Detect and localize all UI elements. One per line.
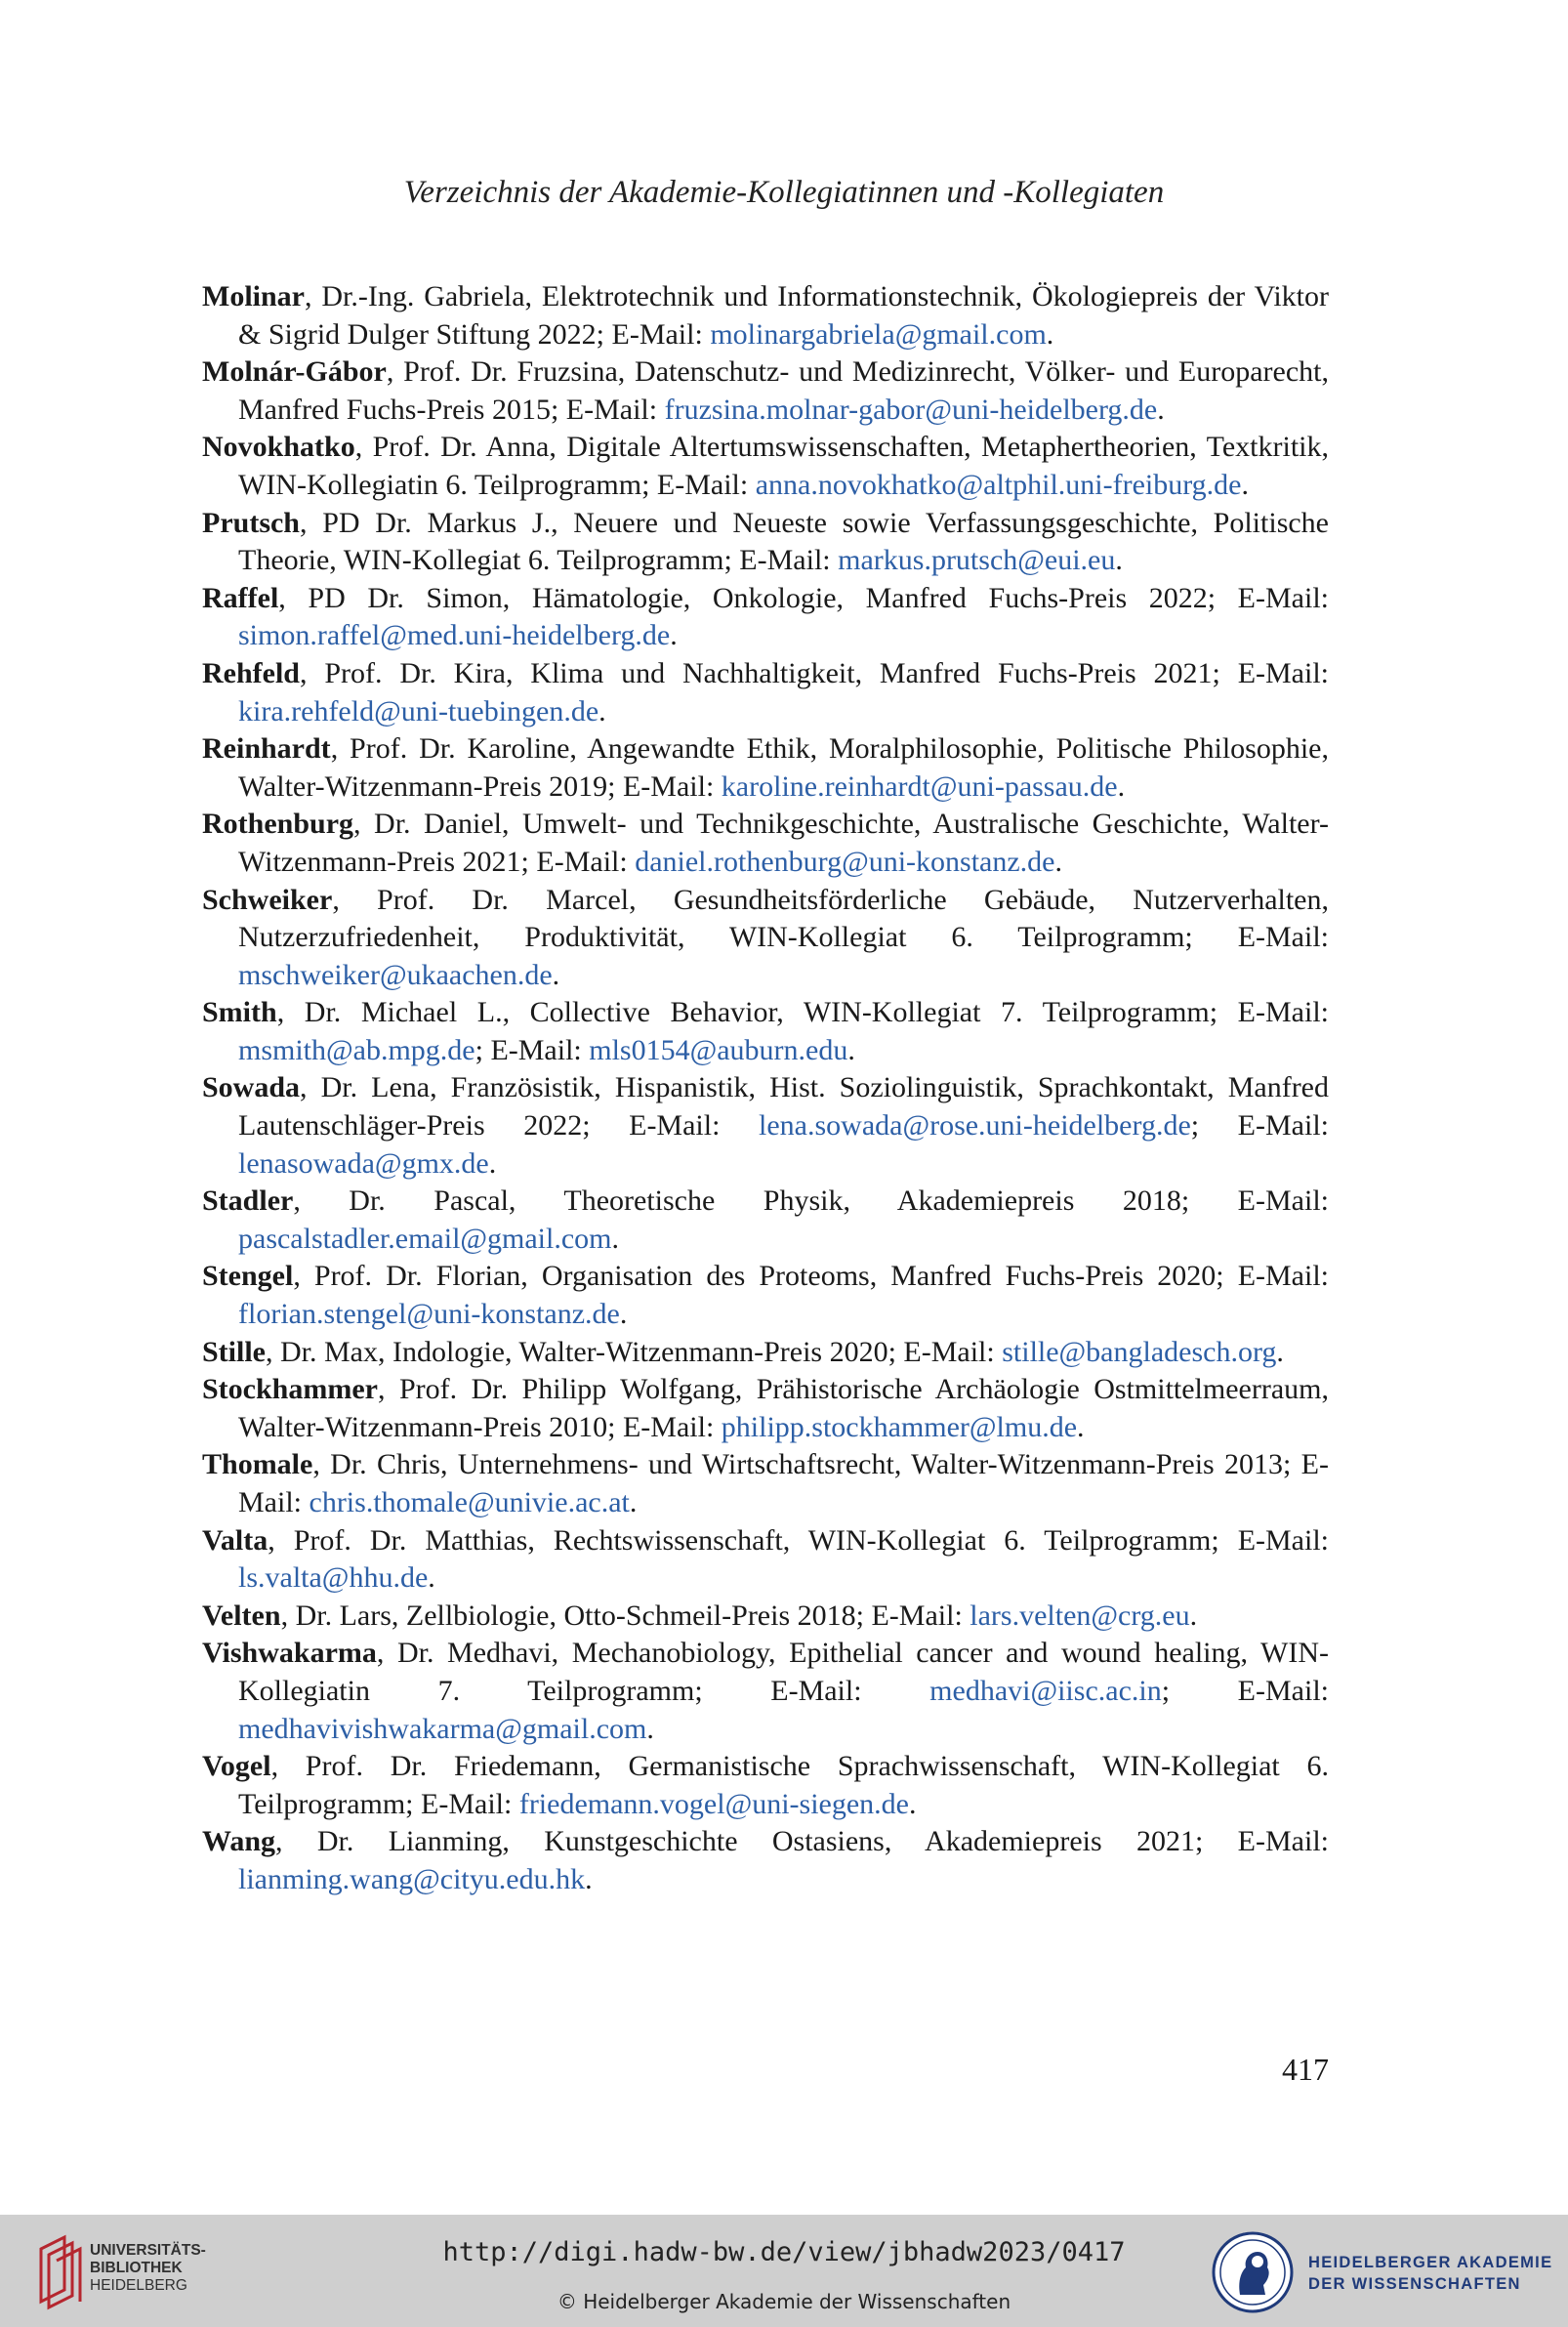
entry-email-link[interactable]: markus.prutsch@eui.eu — [838, 544, 1116, 577]
entry — [202, 1635, 1329, 1748]
entry-surname: Thomale — [202, 1448, 313, 1481]
entry-email-link[interactable]: molinargabriela@gmail.com — [710, 317, 1047, 351]
entry-end: . — [1054, 845, 1063, 878]
entry-end: . — [428, 1561, 435, 1595]
entry-end: . — [646, 1712, 654, 1745]
entry — [202, 1069, 1329, 1183]
entry-details: , Dr. Lars, Zellbiologie, Otto-Schmeil-Preis 2018; E-Mail: — [280, 1599, 970, 1632]
entry — [202, 1258, 1329, 1333]
entry-surname: Stockhammer — [202, 1373, 378, 1406]
entry-details: , Prof. Dr. Karoline, Angewandte Ethik, Moralphilosophie, Politische Philosophie, Walter-Witzenmann-Preis 2019; E-Mail: — [238, 732, 1329, 803]
entry-surname: Stadler — [202, 1184, 294, 1218]
permalink-url[interactable]: http://digi.hadw-bw.de/view/jbhadw2023/0417 — [442, 2237, 1126, 2267]
entry-surname: Molinar — [202, 280, 305, 312]
entry-end: . — [585, 1862, 593, 1895]
entry-email-link[interactable]: daniel.rothenburg@uni-konstanz.de — [635, 845, 1055, 878]
entry-surname: Valta — [202, 1523, 268, 1557]
entry-end: . — [611, 1222, 619, 1255]
entry-details: , Prof. Dr. Anna, Digitale Altertumswissenschaften, Metaphertheorien, Textkritik, WIN-Kollegiatin 6. Teilprogramm; E-Mail: — [238, 431, 1329, 501]
entry-email-link[interactable]: stille@bangladesch.org — [1002, 1335, 1277, 1368]
entry-details: , Prof. Dr. Fruzsina, Datenschutz- und Medizinrecht, Völker- und Europarecht, Manfred Fuchs-Preis 2015; E-Mail: — [238, 355, 1329, 426]
entry — [202, 730, 1329, 806]
entry-email-link[interactable]: ls.valta@hhu.de — [238, 1561, 429, 1595]
entry-email-link[interactable]: kira.rehfeld@uni-tuebingen.de — [238, 694, 599, 727]
entry-details: ; E-Mail: — [1161, 1674, 1329, 1707]
page-number: 417 — [1282, 2052, 1329, 2087]
entry — [202, 580, 1329, 655]
entry-email-link[interactable]: mschweiker@ukaachen.de — [238, 958, 553, 991]
entry — [202, 1446, 1329, 1521]
entry-details: , Prof. Dr. Matthias, Rechtswissenschaft, WIN-Kollegiat 6. Teilprogramm; E-Mail: — [268, 1523, 1329, 1557]
running-head: Verzeichnis der Akademie-Kollegiatinnen und -Kollegiaten — [403, 175, 1165, 210]
entry-details: , Prof. Dr. Marcel, Gesundheitsförderliche Gebäude, Nutzerverhalten, Nutzerzufriedenheit, Produktivität, WIN-Kollegiat 6. Teilprogramm; E-Mail: — [238, 883, 1329, 954]
entry — [202, 806, 1329, 881]
entry-details: , Dr. Max, Indologie, Walter-Witzenmann-Preis 2020; E-Mail: — [266, 1335, 1003, 1368]
entry-surname: Rothenburg — [202, 808, 354, 841]
entry-list — [202, 278, 1329, 1899]
entry-end: . — [1077, 1410, 1085, 1443]
entry-details: , Dr.-Ing. Gabriela, Elektrotechnik und Informationstechnik, Ökologiepreis der Viktor & Sigrid Dulger Stiftung 2022; E-Mail: — [238, 280, 1329, 351]
entry-details: , Prof. Dr. Florian, Organisation des Proteoms, Manfred Fuchs-Preis 2020; E-Mail: — [293, 1260, 1329, 1293]
entry-surname: Raffel — [202, 581, 279, 614]
entry-end: . — [1241, 468, 1250, 501]
entry — [202, 1748, 1329, 1823]
entry-details: ; E-Mail: — [1190, 1109, 1329, 1143]
entry-email-link[interactable]: lars.velten@crg.eu — [970, 1599, 1190, 1632]
entry-end: . — [847, 1033, 855, 1066]
entry-end: . — [1117, 769, 1126, 803]
entry-details: , Prof. Dr. Kira, Klima und Nachhaltigkeit, Manfred Fuchs-Preis 2021; E-Mail: — [300, 656, 1329, 689]
entry-email-link[interactable]: fruzsina.molnar-gabor@uni-heidelberg.de — [664, 393, 1158, 426]
entry-email-link[interactable]: florian.stengel@uni-konstanz.de — [238, 1298, 620, 1331]
entry-surname: Smith — [202, 996, 277, 1029]
entry-surname: Velten — [202, 1599, 281, 1632]
entry-surname: Stengel — [202, 1260, 294, 1293]
entry-surname: Prutsch — [202, 506, 300, 539]
entry — [202, 505, 1329, 580]
entry — [202, 1371, 1329, 1446]
entry-end: . — [598, 694, 606, 727]
entry-surname: Molnár-Gábor — [202, 355, 387, 389]
entry-email-link[interactable]: chris.thomale@univie.ac.at — [309, 1486, 630, 1518]
entry-details: , PD Dr. Simon, Hämatologie, Onkologie, Manfred Fuchs-Preis 2022; E-Mail: — [278, 581, 1329, 614]
entry-end: . — [1115, 544, 1123, 577]
entry-surname: Vishwakarma — [202, 1637, 377, 1670]
entry-email-link[interactable]: medhavi@iisc.ac.in — [929, 1674, 1162, 1707]
entry-details: , Dr. Lianming, Kunstgeschichte Ostasiens, Akademiepreis 2021; E-Mail: — [275, 1825, 1329, 1858]
entry-surname: Reinhardt — [202, 732, 331, 766]
entry-surname: Stille — [202, 1335, 266, 1368]
entry-details: , Dr. Medhavi, Mechanobiology, Epithelial cancer and wound healing, WIN-Kollegiatin 7. Teilprogramm; E-Mail: — [238, 1637, 1329, 1707]
academy-name-line: DER WISSENSCHAFTEN — [1308, 2275, 1521, 2293]
entry-surname: Sowada — [202, 1071, 301, 1104]
entry — [202, 278, 1329, 353]
entry-details: , Dr. Chris, Unternehmens- und Wirtschaftsrecht, Walter-Witzenmann-Preis 2013; E-Mail: — [238, 1448, 1329, 1518]
entry-end: . — [619, 1298, 628, 1331]
entry-details: , PD Dr. Markus J., Neuere und Neueste sowie Verfassungsgeschichte, Politische Theorie, WIN-Kollegiat 6. Teilprogramm; E-Mail: — [238, 506, 1329, 577]
copyright-notice: © Heidelberger Akademie der Wissenschaften — [557, 2290, 1011, 2313]
entry-end: . — [552, 958, 560, 991]
entry — [202, 1823, 1329, 1898]
entry-email-link[interactable]: friedemann.vogel@uni-siegen.de — [518, 1787, 909, 1820]
library-name-line: HEIDELBERG — [90, 2277, 187, 2294]
entry-end: . — [488, 1146, 497, 1180]
entry-email-link[interactable]: simon.raffel@med.uni-heidelberg.de — [238, 619, 671, 652]
entry-email-link[interactable]: karoline.reinhardt@uni-passau.de — [721, 769, 1118, 803]
entry-surname: Wang — [202, 1825, 276, 1858]
entry — [202, 353, 1329, 429]
entry-end: . — [629, 1486, 638, 1518]
entry-end: . — [908, 1787, 917, 1820]
entry — [202, 1522, 1329, 1598]
entry-end: . — [1189, 1599, 1198, 1632]
entry-email-link[interactable]: philipp.stockhammer@lmu.de — [721, 1410, 1078, 1443]
library-name-line: UNIVERSITÄTS- — [90, 2242, 206, 2259]
entry-details: , Prof. Dr. Friedemann, Germanistische Sprachwissenschaft, WIN-Kollegiat 6. Teilprogramm; E-Mail: — [238, 1750, 1329, 1820]
entry-email-link[interactable]: anna.novokhatko@altphil.uni-freiburg.de — [755, 468, 1242, 501]
academy-seal-icon — [1211, 2230, 1295, 2314]
entry — [202, 1183, 1329, 1258]
entry-email-link[interactable]: lenasowada@gmx.de — [238, 1146, 489, 1180]
entry-email-link[interactable]: pascalstadler.email@gmail.com — [238, 1222, 612, 1255]
entry-end: . — [1276, 1335, 1284, 1368]
entry-email-link[interactable]: mls0154@auburn.edu — [589, 1033, 848, 1066]
entry-surname: Schweiker — [202, 883, 333, 916]
entry-surname: Rehfeld — [202, 656, 300, 689]
entry-details: , Dr. Lena, Französistik, Hispanistik, Hist. Soziolinguistik, Sprachkontakt, Manfred Lautenschläger-Preis 2022; E-Mail: — [238, 1071, 1329, 1143]
entry — [202, 994, 1329, 1069]
entry-email-link[interactable]: lena.sowada@rose.uni-heidelberg.de — [759, 1109, 1191, 1143]
entry — [202, 655, 1329, 730]
footer-bar — [0, 2215, 1568, 2327]
entry — [202, 429, 1329, 504]
entry-surname: Vogel — [202, 1750, 271, 1783]
entry — [202, 1598, 1329, 1636]
entry-end: . — [1157, 393, 1165, 426]
entry-email-link[interactable]: lianming.wang@cityu.edu.hk — [238, 1862, 586, 1895]
entry-email-link[interactable]: msmith@ab.mpg.de — [238, 1033, 475, 1066]
entry-details: ; E-Mail: — [475, 1033, 590, 1066]
entry — [202, 1334, 1329, 1372]
library-name-line: BIBLIOTHEK — [90, 2260, 183, 2276]
entry — [202, 882, 1329, 995]
entry-details: , Prof. Dr. Philipp Wolfgang, Prähistorische Archäologie Ostmittelmeerraum, Walter-Witzenmann-Preis 2010; E-Mail: — [238, 1373, 1329, 1443]
academy-name — [1308, 2252, 1552, 2295]
entry-details: , Dr. Daniel, Umwelt- und Technikgeschichte, Australische Geschichte, Walter-Witzenmann-Preis 2021; E-Mail: — [238, 808, 1329, 878]
entry-details: , Dr. Michael L., Collective Behavior, WIN-Kollegiat 7. Teilprogramm; E-Mail: — [276, 996, 1329, 1029]
entry-end: . — [670, 619, 678, 652]
entry-details: , Dr. Pascal, Theoretische Physik, Akademiepreis 2018; E-Mail: — [293, 1184, 1329, 1218]
entry-email-link[interactable]: medhavivishwakarma@gmail.com — [238, 1712, 647, 1745]
entry-end: . — [1046, 317, 1054, 351]
entry-surname: Novokhatko — [202, 431, 355, 464]
academy-name-line: HEIDELBERGER AKADEMIE — [1308, 2254, 1553, 2271]
